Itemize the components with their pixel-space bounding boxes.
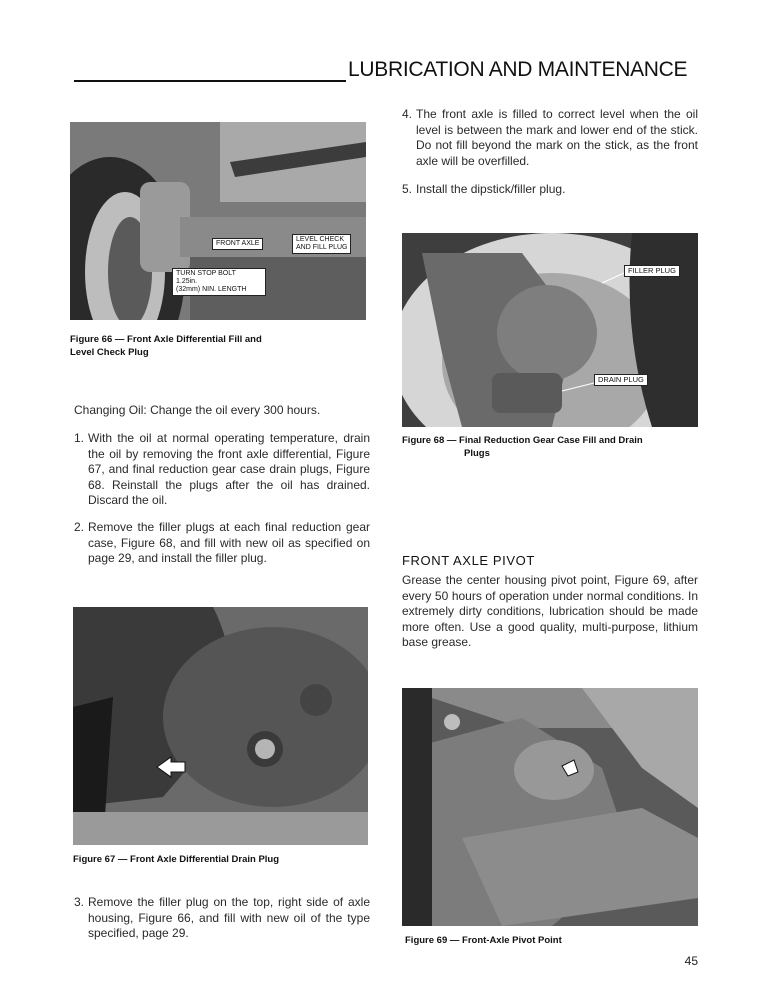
figure-68-caption bbox=[402, 434, 702, 460]
label-filler-plug: FILLER PLUG bbox=[628, 266, 676, 275]
step-2 bbox=[74, 520, 370, 586]
step-2-text: Remove the filler plugs at each final reduction gear case, Figure 68, and fill with new oil as specified on page 29, and install the filler plug. bbox=[88, 520, 370, 565]
step-5-number: 5. bbox=[402, 182, 413, 196]
page-header bbox=[74, 58, 698, 84]
label-turn-stop-3: (32mm) bbox=[176, 286, 201, 293]
figure-68-caption-line2: Plugs bbox=[464, 448, 490, 459]
figure-66-caption: Figure 66 — Front Axle Differential Fill and Level Check Plug bbox=[70, 334, 262, 358]
changing-oil-text: Change the oil every 300 hours. bbox=[150, 403, 321, 417]
label-level-check-2: AND FILL PLUG bbox=[296, 244, 348, 251]
label-turn-stop-2: 1.25in. bbox=[176, 278, 198, 285]
figure-69-image bbox=[402, 688, 698, 926]
changing-oil-line bbox=[74, 403, 370, 419]
step-5-text: Install the dipstick/filler plug. bbox=[416, 182, 566, 196]
page-title: LUBRICATION AND MAINTENANCE bbox=[348, 58, 688, 81]
figure-68-photo bbox=[402, 233, 698, 427]
label-drain-plug: DRAIN PLUG bbox=[598, 375, 644, 384]
step-4 bbox=[402, 107, 698, 173]
section-heading-front-axle-pivot: FRONT AXLE PIVOT bbox=[402, 553, 535, 568]
step-1 bbox=[74, 431, 370, 511]
label-front-axle: FRONT AXLE bbox=[216, 240, 260, 247]
front-axle-pivot-text: Grease the center housing pivot point, Figure 69, after every 50 hours of operation under normal conditions. In extremely dirty conditions, lubrication should be made more often. Use a good quality, multi-purpose, lithium base grease. bbox=[402, 573, 698, 649]
step-5 bbox=[402, 182, 698, 200]
figure-68-caption-line1: Figure 68 — Final Reduction Gear Case Fill and Drain bbox=[402, 435, 643, 446]
step-3 bbox=[74, 895, 370, 945]
label-level-check-1: LEVEL CHECK bbox=[296, 236, 344, 243]
figure-67-photo bbox=[73, 607, 368, 845]
header-rule bbox=[74, 80, 346, 82]
figure-69-caption: Figure 69 — Front-Axle Pivot Point bbox=[405, 935, 562, 946]
step-1-text: With the oil at normal operating temperature, drain the oil by removing the front axle differential, Figure 67, and final reduction gear case drain plugs, Figure 68. Reinstall the plugs after the oil has drained. Discard the oil. bbox=[88, 431, 370, 507]
step-3-number: 3. bbox=[74, 895, 85, 909]
figure-67-caption: Figure 67 — Front Axle Differential Drain Plug bbox=[73, 854, 280, 865]
step-4-text: The front axle is filled to correct level when the oil level is between the mark and lower end of the stick. Do not fill beyond the mark on the stick, as the front axle will be overfilled. bbox=[416, 107, 698, 168]
figure-66-photo bbox=[70, 122, 366, 320]
label-turn-stop-1: TURN STOP BOLT bbox=[176, 270, 236, 277]
step-3-text: Remove the filler plug on the top, right side of axle housing, Figure 66, and fill with new oil of the type specified, page 29. bbox=[88, 895, 370, 940]
changing-oil-lead: Changing Oil: bbox=[74, 403, 147, 417]
step-1-number: 1. bbox=[74, 431, 85, 445]
step-2-number: 2. bbox=[74, 520, 85, 534]
page-number: 45 bbox=[684, 954, 698, 968]
figure-67-image bbox=[73, 607, 368, 845]
step-4-number: 4. bbox=[402, 107, 413, 121]
figure-68-image bbox=[402, 233, 698, 427]
label-turn-stop-suffix: NIN. LENGTH bbox=[202, 286, 247, 293]
figure-69-photo bbox=[402, 688, 698, 926]
